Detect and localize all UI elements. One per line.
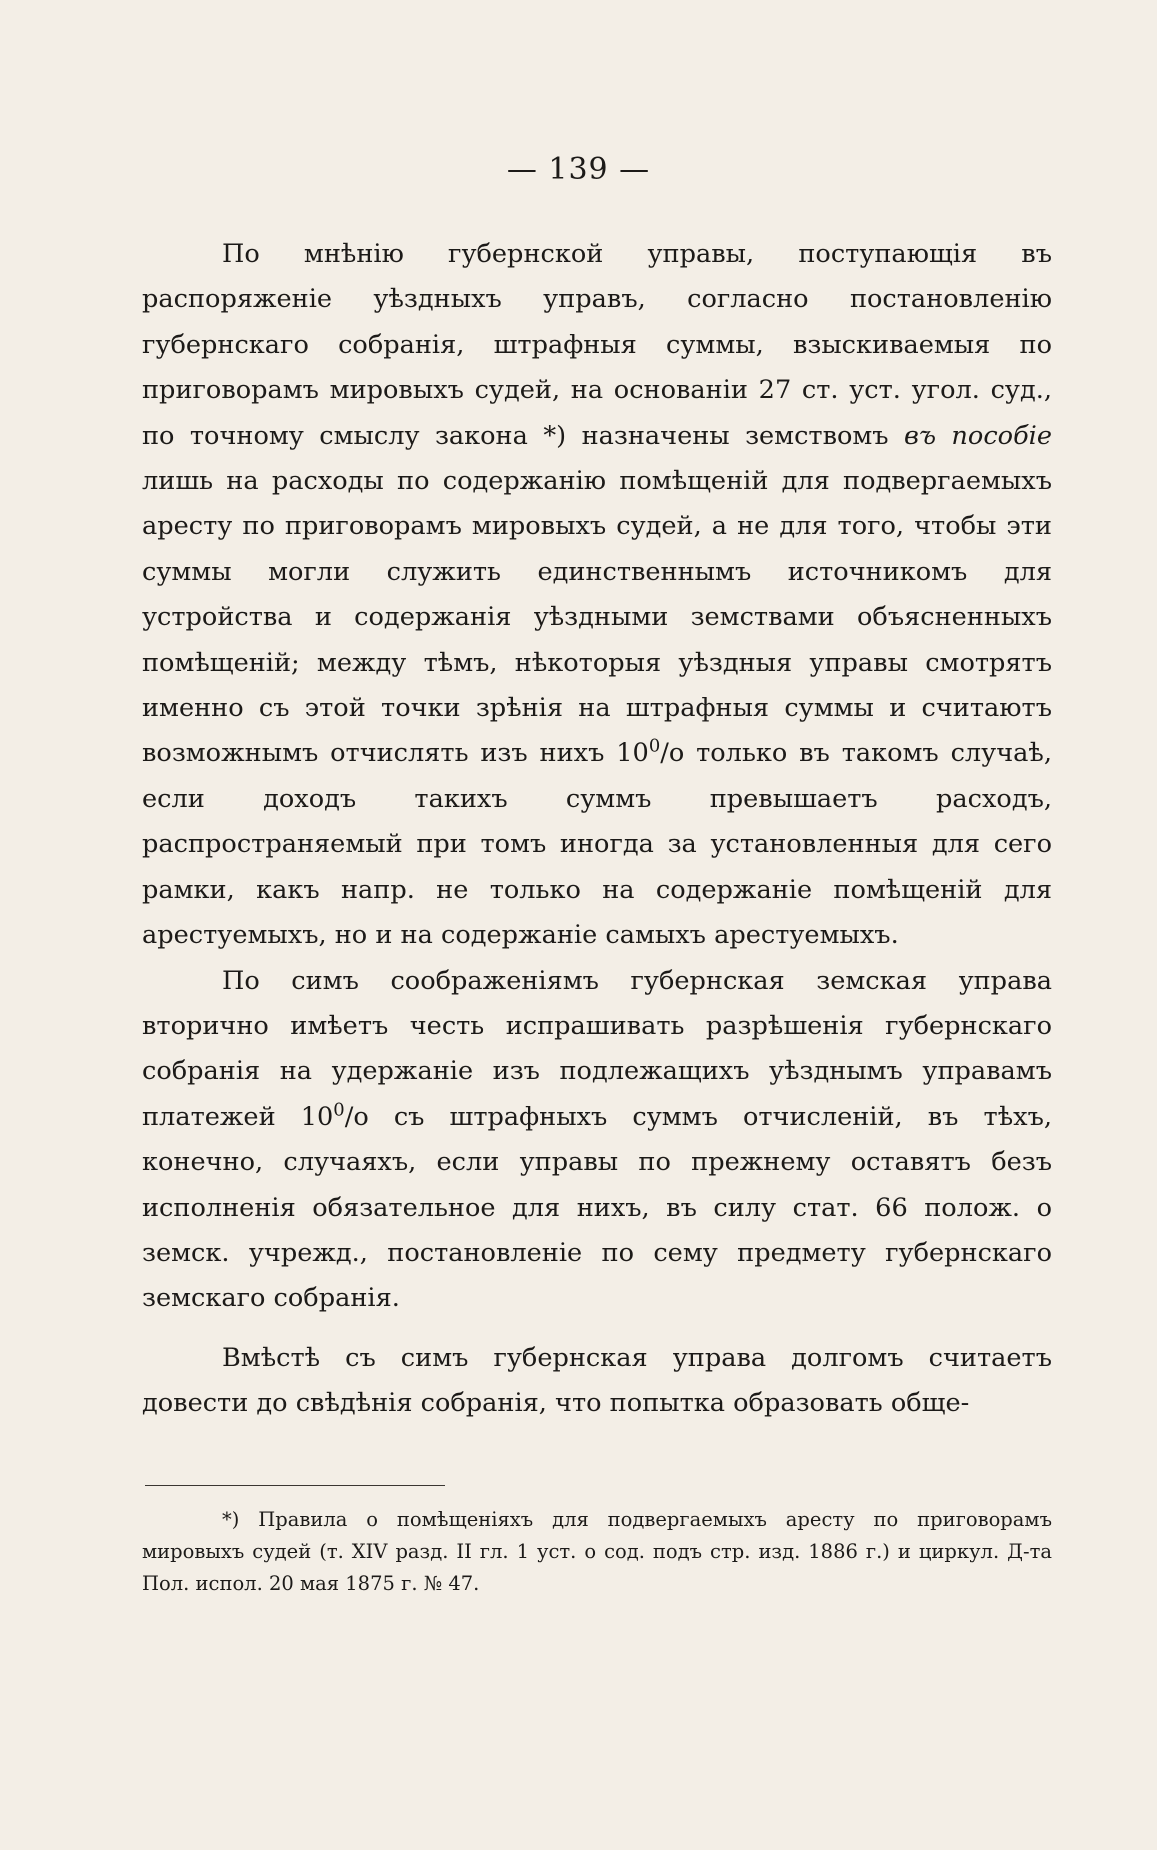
paragraph-3 — [142, 1336, 1052, 1427]
percent-sign-superscript: 0 — [333, 1099, 345, 1121]
paragraph-2 — [142, 959, 1052, 1322]
footnote-reference: *) — [543, 420, 567, 451]
body-text — [142, 232, 1052, 1427]
footnote-mark: *) — [222, 1508, 240, 1531]
paragraph-1-text: По мнѣнію губернской управы, поступающія въ распоряженіе уѣздныхъ управъ, согласно постановленію губернскаго собранія, штрафныя суммы, взыскиваемыя по приговорамъ мировыхъ судей, на основаніи 27 ст. уст. угол. суд., по точному смыслу закона — [142, 239, 1052, 451]
emphasized-phrase: въ пособіе — [904, 420, 1053, 451]
percent-sign-superscript: 0 — [648, 735, 661, 757]
paragraph-1-text: /o только въ такомъ случаѣ, если доходъ такихъ суммъ превышаетъ расходъ, распространяемый при томъ иногда за установленныя для сего рамки, какъ напр. не только на содержаніе помѣщеній для арестуемыхъ, но и на содержаніе самыхъ арестуемыхъ. — [142, 738, 1052, 951]
footnote-divider — [145, 1485, 445, 1486]
paragraph-3-text: Вмѣстѣ съ симъ губернская управа долгомъ считаетъ довести до свѣдѣнія собранія, что попытка образовать обще- — [142, 1342, 1052, 1419]
paragraph-2-text: /o съ штрафныхъ суммъ отчисленій, въ тѣхъ, конечно, случаяхъ, если управы по прежнему оставятъ безъ исполненія обязательное для нихъ, въ силу стат. 66 полож. о земск. учрежд., постановленіе по сему предмету губернскаго земскаго собранія. — [142, 1101, 1052, 1314]
footnote-text: Правила о помѣщеніяхъ для подвергаемыхъ аресту по приговорамъ мировыхъ судей (т. XIV разд. II гл. 1 уст. о сод. подъ стр. изд. 1886 г.) и циркул. Д-та Пол. испол. 20 мая 1875 г. № 47. — [142, 1508, 1052, 1595]
paragraph-2-text: По симъ соображеніямъ губернская земская управа вторично имѣетъ честь испрашивать разрѣшенія губернскаго собранія на удержаніе изъ подлежащихъ уѣзднымъ управамъ платежей 10 — [142, 965, 1052, 1132]
paragraph-1-text: назначены земствомъ — [581, 420, 889, 451]
paragraph-1 — [142, 232, 1052, 959]
footnote — [142, 1504, 1052, 1600]
paragraph-1-text: лишь на расходы по содержанію помѣщеній для подвергаемыхъ аресту по приговорамъ мировыхъ судей, а не для того, чтобы эти суммы могли служить единственнымъ источникомъ для устройства и содержанія уѣздными земствами объясненныхъ помѣщеній; между тѣмъ, нѣкоторыя уѣздныя управы смотрятъ именно съ этой точки зрѣнія на штрафныя суммы и считаютъ возможнымъ отчислять изъ нихъ 10 — [142, 466, 1052, 769]
page-number: — 139 — — [506, 152, 651, 187]
